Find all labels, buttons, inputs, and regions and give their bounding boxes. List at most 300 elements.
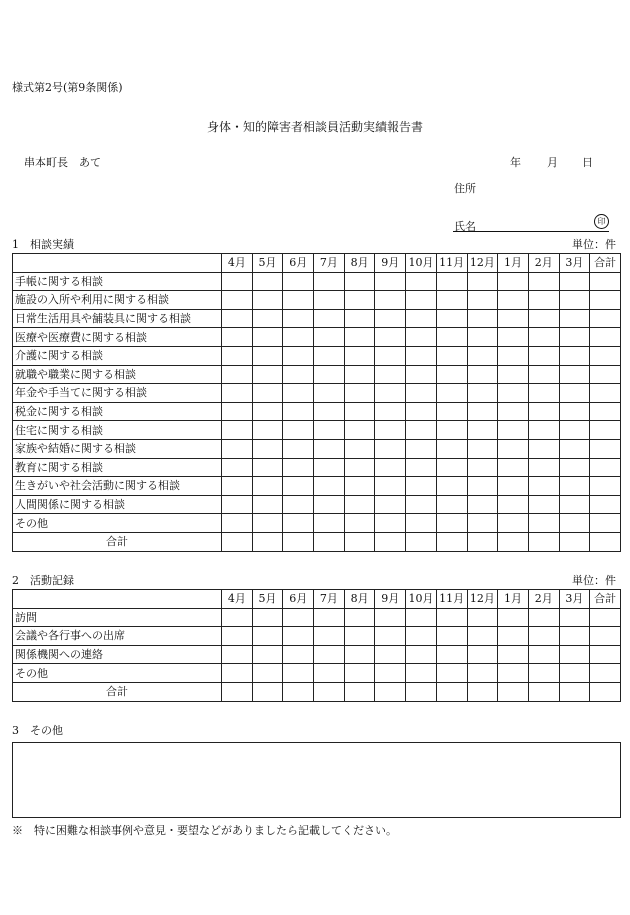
count-cell[interactable] — [467, 514, 498, 533]
count-cell[interactable] — [283, 627, 314, 646]
count-cell[interactable] — [406, 664, 437, 683]
count-cell[interactable] — [283, 645, 314, 664]
count-cell[interactable] — [252, 458, 283, 477]
count-cell[interactable] — [375, 608, 406, 627]
total-cell[interactable] — [559, 532, 590, 551]
count-cell[interactable] — [436, 627, 467, 646]
table-row — [13, 291, 621, 310]
count-cell[interactable] — [559, 664, 590, 683]
count-cell[interactable] — [283, 421, 314, 440]
count-cell[interactable] — [559, 384, 590, 403]
count-cell[interactable] — [283, 495, 314, 514]
count-cell[interactable] — [222, 627, 253, 646]
total-cell[interactable] — [375, 682, 406, 701]
count-cell[interactable] — [252, 384, 283, 403]
count-cell[interactable] — [344, 477, 375, 496]
total-cell[interactable] — [528, 532, 559, 551]
total-cell[interactable] — [590, 532, 621, 551]
count-cell[interactable] — [528, 645, 559, 664]
count-cell[interactable] — [590, 514, 621, 533]
count-cell[interactable] — [375, 439, 406, 458]
table-row — [13, 477, 621, 496]
count-cell[interactable] — [498, 272, 529, 291]
count-cell[interactable] — [375, 495, 406, 514]
count-cell[interactable] — [528, 608, 559, 627]
count-cell[interactable] — [344, 272, 375, 291]
count-cell[interactable] — [528, 439, 559, 458]
count-cell[interactable] — [283, 402, 314, 421]
footnote: ※ 特に困難な相談事例や意見・要望などがありましたら記載してください。 — [12, 824, 397, 837]
count-cell[interactable] — [314, 608, 345, 627]
month-header: 11月 — [436, 254, 467, 273]
count-cell[interactable] — [467, 291, 498, 310]
month-header: 12月 — [467, 590, 498, 609]
count-cell[interactable] — [467, 309, 498, 328]
total-cell[interactable] — [498, 532, 529, 551]
count-cell[interactable] — [559, 627, 590, 646]
count-cell[interactable] — [314, 514, 345, 533]
count-cell[interactable] — [467, 328, 498, 347]
count-cell[interactable] — [406, 384, 437, 403]
count-cell[interactable] — [436, 495, 467, 514]
row-label: 医療や医療費に関する相談 — [13, 328, 222, 347]
row-label: 生きがいや社会活動に関する相談 — [13, 477, 222, 496]
count-cell[interactable] — [406, 514, 437, 533]
count-cell[interactable] — [467, 365, 498, 384]
count-cell[interactable] — [344, 664, 375, 683]
count-cell[interactable] — [436, 439, 467, 458]
count-cell[interactable] — [590, 439, 621, 458]
count-cell[interactable] — [314, 309, 345, 328]
count-cell[interactable] — [590, 608, 621, 627]
count-cell[interactable] — [222, 421, 253, 440]
count-cell[interactable] — [283, 458, 314, 477]
count-cell[interactable] — [436, 309, 467, 328]
count-cell[interactable] — [252, 477, 283, 496]
count-cell[interactable] — [222, 439, 253, 458]
count-cell[interactable] — [467, 439, 498, 458]
count-cell[interactable] — [406, 477, 437, 496]
count-cell[interactable] — [314, 272, 345, 291]
other-remarks-box[interactable] — [12, 742, 621, 818]
count-cell[interactable] — [222, 477, 253, 496]
count-cell[interactable] — [406, 439, 437, 458]
count-cell[interactable] — [406, 365, 437, 384]
count-cell[interactable] — [252, 627, 283, 646]
count-cell[interactable] — [498, 514, 529, 533]
count-cell[interactable] — [222, 514, 253, 533]
count-cell[interactable] — [467, 346, 498, 365]
count-cell[interactable] — [590, 495, 621, 514]
count-cell[interactable] — [467, 402, 498, 421]
row-label: 教育に関する相談 — [13, 458, 222, 477]
count-cell[interactable] — [528, 421, 559, 440]
table-row — [13, 627, 621, 646]
activity-table — [12, 589, 621, 702]
count-cell[interactable] — [344, 309, 375, 328]
total-cell[interactable] — [406, 682, 437, 701]
count-cell[interactable] — [559, 272, 590, 291]
count-cell[interactable] — [375, 346, 406, 365]
count-cell[interactable] — [436, 328, 467, 347]
count-cell[interactable] — [222, 458, 253, 477]
total-cell[interactable] — [559, 682, 590, 701]
month-header: 合計 — [590, 590, 621, 609]
total-label: 合計 — [13, 532, 222, 551]
count-cell[interactable] — [314, 439, 345, 458]
count-cell[interactable] — [528, 346, 559, 365]
count-cell[interactable] — [314, 477, 345, 496]
count-cell[interactable] — [252, 365, 283, 384]
addressee: 串本町長 あて — [24, 156, 101, 169]
count-cell[interactable] — [375, 328, 406, 347]
count-cell[interactable] — [559, 495, 590, 514]
count-cell[interactable] — [375, 421, 406, 440]
count-cell[interactable] — [283, 365, 314, 384]
count-cell[interactable] — [283, 328, 314, 347]
total-cell[interactable] — [283, 532, 314, 551]
count-cell[interactable] — [528, 291, 559, 310]
count-cell[interactable] — [283, 664, 314, 683]
count-cell[interactable] — [222, 346, 253, 365]
count-cell[interactable] — [252, 514, 283, 533]
count-cell[interactable] — [559, 458, 590, 477]
count-cell[interactable] — [498, 627, 529, 646]
count-cell[interactable] — [252, 309, 283, 328]
count-cell[interactable] — [528, 384, 559, 403]
count-cell[interactable] — [375, 458, 406, 477]
count-cell[interactable] — [528, 495, 559, 514]
count-cell[interactable] — [528, 458, 559, 477]
count-cell[interactable] — [314, 328, 345, 347]
count-cell[interactable] — [252, 346, 283, 365]
count-cell[interactable] — [406, 627, 437, 646]
count-cell[interactable] — [344, 514, 375, 533]
count-cell[interactable] — [314, 402, 345, 421]
row-label: 訪問 — [13, 608, 222, 627]
month-header: 10月 — [406, 590, 437, 609]
count-cell[interactable] — [436, 608, 467, 627]
total-cell[interactable] — [528, 682, 559, 701]
count-cell[interactable] — [222, 309, 253, 328]
count-cell[interactable] — [344, 365, 375, 384]
total-cell[interactable] — [436, 682, 467, 701]
count-cell[interactable] — [498, 421, 529, 440]
total-cell[interactable] — [252, 682, 283, 701]
count-cell[interactable] — [375, 365, 406, 384]
count-cell[interactable] — [559, 477, 590, 496]
count-cell[interactable] — [252, 291, 283, 310]
count-cell[interactable] — [528, 402, 559, 421]
count-cell[interactable] — [314, 458, 345, 477]
count-cell[interactable] — [498, 495, 529, 514]
table-row — [13, 272, 621, 291]
count-cell[interactable] — [344, 608, 375, 627]
count-cell[interactable] — [590, 291, 621, 310]
count-cell[interactable] — [283, 346, 314, 365]
count-cell[interactable] — [314, 664, 345, 683]
count-cell[interactable] — [559, 608, 590, 627]
count-cell[interactable] — [590, 458, 621, 477]
count-cell[interactable] — [222, 291, 253, 310]
count-cell[interactable] — [590, 627, 621, 646]
count-cell[interactable] — [406, 645, 437, 664]
count-cell[interactable] — [467, 421, 498, 440]
section1-unit: 単位：件 — [572, 238, 616, 251]
total-cell[interactable] — [467, 532, 498, 551]
count-cell[interactable] — [375, 514, 406, 533]
date-year-label: 年 — [510, 156, 521, 169]
count-cell[interactable] — [559, 439, 590, 458]
count-cell[interactable] — [498, 346, 529, 365]
count-cell[interactable] — [406, 495, 437, 514]
count-cell[interactable] — [498, 458, 529, 477]
month-header: 合計 — [590, 254, 621, 273]
count-cell[interactable] — [590, 664, 621, 683]
month-header: 6月 — [283, 254, 314, 273]
count-cell[interactable] — [528, 514, 559, 533]
count-cell[interactable] — [559, 291, 590, 310]
count-cell[interactable] — [406, 272, 437, 291]
count-cell[interactable] — [406, 608, 437, 627]
total-cell[interactable] — [252, 532, 283, 551]
count-cell[interactable] — [314, 384, 345, 403]
table-row — [13, 384, 621, 403]
count-cell[interactable] — [528, 664, 559, 683]
count-cell[interactable] — [283, 384, 314, 403]
count-cell[interactable] — [498, 645, 529, 664]
count-cell[interactable] — [283, 514, 314, 533]
table-row — [13, 495, 621, 514]
date-day-label: 日 — [582, 156, 593, 169]
count-cell[interactable] — [436, 365, 467, 384]
count-cell[interactable] — [344, 439, 375, 458]
count-cell[interactable] — [283, 309, 314, 328]
count-cell[interactable] — [344, 346, 375, 365]
count-cell[interactable] — [590, 645, 621, 664]
count-cell[interactable] — [283, 439, 314, 458]
count-cell[interactable] — [590, 328, 621, 347]
count-cell[interactable] — [467, 627, 498, 646]
count-cell[interactable] — [528, 477, 559, 496]
total-cell[interactable] — [590, 682, 621, 701]
count-cell[interactable] — [590, 346, 621, 365]
count-cell[interactable] — [344, 402, 375, 421]
count-cell[interactable] — [314, 346, 345, 365]
count-cell[interactable] — [344, 328, 375, 347]
count-cell[interactable] — [406, 458, 437, 477]
total-cell[interactable] — [498, 682, 529, 701]
count-cell[interactable] — [252, 645, 283, 664]
count-cell[interactable] — [436, 291, 467, 310]
count-cell[interactable] — [252, 495, 283, 514]
count-cell[interactable] — [344, 421, 375, 440]
month-header: 3月 — [559, 590, 590, 609]
count-cell[interactable] — [467, 645, 498, 664]
count-cell[interactable] — [375, 309, 406, 328]
count-cell[interactable] — [590, 272, 621, 291]
count-cell[interactable] — [344, 458, 375, 477]
count-cell[interactable] — [344, 495, 375, 514]
count-cell[interactable] — [559, 514, 590, 533]
count-cell[interactable] — [467, 608, 498, 627]
count-cell[interactable] — [344, 645, 375, 664]
count-cell[interactable] — [528, 309, 559, 328]
count-cell[interactable] — [252, 439, 283, 458]
count-cell[interactable] — [314, 421, 345, 440]
row-label: 会議や各行事への出席 — [13, 627, 222, 646]
count-cell[interactable] — [590, 421, 621, 440]
count-cell[interactable] — [314, 291, 345, 310]
count-cell[interactable] — [590, 477, 621, 496]
count-cell[interactable] — [436, 514, 467, 533]
count-cell[interactable] — [314, 627, 345, 646]
count-cell[interactable] — [559, 365, 590, 384]
count-cell[interactable] — [528, 627, 559, 646]
count-cell[interactable] — [252, 272, 283, 291]
count-cell[interactable] — [375, 645, 406, 664]
count-cell[interactable] — [406, 346, 437, 365]
count-cell[interactable] — [559, 402, 590, 421]
count-cell[interactable] — [222, 608, 253, 627]
count-cell[interactable] — [283, 608, 314, 627]
count-cell[interactable] — [375, 477, 406, 496]
count-cell[interactable] — [283, 291, 314, 310]
month-header: 4月 — [222, 590, 253, 609]
count-cell[interactable] — [498, 384, 529, 403]
count-cell[interactable] — [283, 477, 314, 496]
total-cell[interactable] — [436, 532, 467, 551]
table-row — [13, 328, 621, 347]
table-row — [13, 645, 621, 664]
count-cell[interactable] — [528, 272, 559, 291]
count-cell[interactable] — [375, 272, 406, 291]
total-cell[interactable] — [375, 532, 406, 551]
count-cell[interactable] — [283, 272, 314, 291]
count-cell[interactable] — [344, 291, 375, 310]
count-cell[interactable] — [498, 402, 529, 421]
count-cell[interactable] — [498, 664, 529, 683]
total-cell[interactable] — [406, 532, 437, 551]
count-cell[interactable] — [590, 402, 621, 421]
count-cell[interactable] — [590, 384, 621, 403]
count-cell[interactable] — [222, 664, 253, 683]
count-cell[interactable] — [559, 346, 590, 365]
count-cell[interactable] — [498, 328, 529, 347]
month-header: 2月 — [528, 590, 559, 609]
total-cell[interactable] — [314, 682, 345, 701]
count-cell[interactable] — [559, 645, 590, 664]
row-label: 年金や手当てに関する相談 — [13, 384, 222, 403]
count-cell[interactable] — [436, 421, 467, 440]
total-cell[interactable] — [344, 532, 375, 551]
count-cell[interactable] — [252, 328, 283, 347]
count-cell[interactable] — [559, 328, 590, 347]
count-cell[interactable] — [222, 645, 253, 664]
count-cell[interactable] — [252, 664, 283, 683]
count-cell[interactable] — [498, 309, 529, 328]
count-cell[interactable] — [406, 328, 437, 347]
count-cell[interactable] — [436, 346, 467, 365]
count-cell[interactable] — [375, 384, 406, 403]
total-cell[interactable] — [314, 532, 345, 551]
count-cell[interactable] — [559, 421, 590, 440]
row-label: 人間関係に関する相談 — [13, 495, 222, 514]
count-cell[interactable] — [375, 627, 406, 646]
count-cell[interactable] — [528, 365, 559, 384]
count-cell[interactable] — [314, 495, 345, 514]
count-cell[interactable] — [436, 402, 467, 421]
count-cell[interactable] — [222, 402, 253, 421]
count-cell[interactable] — [222, 495, 253, 514]
count-cell[interactable] — [222, 384, 253, 403]
count-cell[interactable] — [375, 402, 406, 421]
count-cell[interactable] — [498, 291, 529, 310]
name-label: 氏名 — [454, 220, 476, 233]
count-cell[interactable] — [467, 272, 498, 291]
count-cell[interactable] — [222, 272, 253, 291]
count-cell[interactable] — [436, 458, 467, 477]
total-cell[interactable] — [467, 682, 498, 701]
count-cell[interactable] — [375, 664, 406, 683]
total-cell[interactable] — [222, 532, 253, 551]
count-cell[interactable] — [590, 309, 621, 328]
count-cell[interactable] — [314, 645, 345, 664]
month-header: 5月 — [252, 590, 283, 609]
count-cell[interactable] — [467, 477, 498, 496]
count-cell[interactable] — [436, 664, 467, 683]
count-cell[interactable] — [467, 384, 498, 403]
total-row — [13, 682, 621, 701]
count-cell[interactable] — [222, 328, 253, 347]
count-cell[interactable] — [252, 608, 283, 627]
count-cell[interactable] — [252, 402, 283, 421]
row-label: 住宅に関する相談 — [13, 421, 222, 440]
month-header: 11月 — [436, 590, 467, 609]
count-cell[interactable] — [498, 477, 529, 496]
count-cell[interactable] — [406, 421, 437, 440]
table-row — [13, 514, 621, 533]
count-cell[interactable] — [344, 384, 375, 403]
count-cell[interactable] — [498, 439, 529, 458]
count-cell[interactable] — [467, 664, 498, 683]
month-header: 4月 — [222, 254, 253, 273]
count-cell[interactable] — [406, 402, 437, 421]
count-cell[interactable] — [467, 495, 498, 514]
total-cell[interactable] — [344, 682, 375, 701]
count-cell[interactable] — [498, 365, 529, 384]
count-cell[interactable] — [314, 365, 345, 384]
count-cell[interactable] — [344, 627, 375, 646]
count-cell[interactable] — [528, 328, 559, 347]
count-cell[interactable] — [467, 458, 498, 477]
count-cell[interactable] — [436, 477, 467, 496]
count-cell[interactable] — [436, 384, 467, 403]
count-cell[interactable] — [406, 309, 437, 328]
count-cell[interactable] — [375, 291, 406, 310]
count-cell[interactable] — [222, 365, 253, 384]
count-cell[interactable] — [406, 291, 437, 310]
count-cell[interactable] — [498, 608, 529, 627]
count-cell[interactable] — [252, 421, 283, 440]
count-cell[interactable] — [436, 645, 467, 664]
count-cell[interactable] — [436, 272, 467, 291]
total-cell[interactable] — [222, 682, 253, 701]
date-month-label: 月 — [547, 156, 558, 169]
count-cell[interactable] — [559, 309, 590, 328]
count-cell[interactable] — [590, 365, 621, 384]
total-cell[interactable] — [283, 682, 314, 701]
